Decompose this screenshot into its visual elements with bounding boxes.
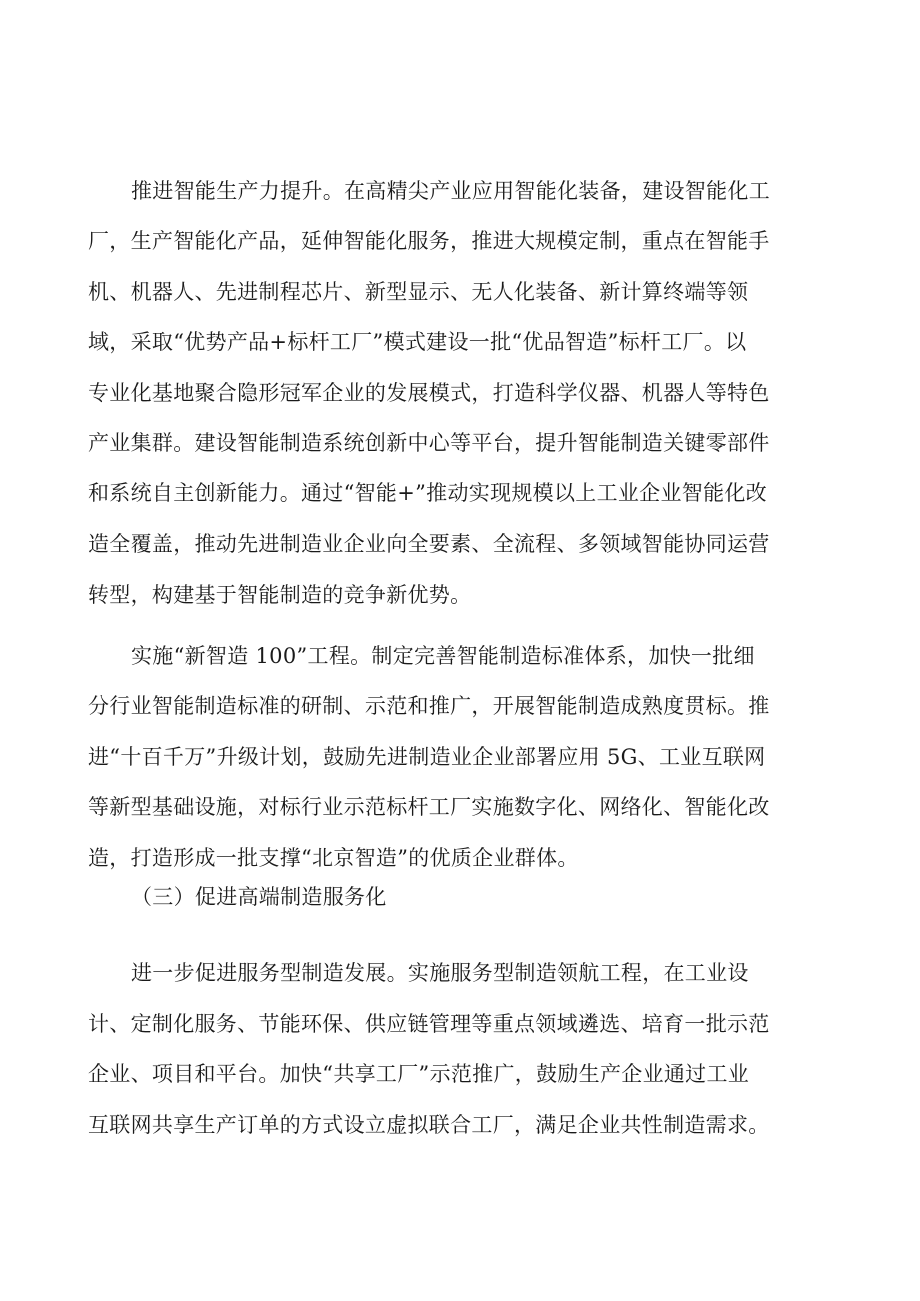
paragraph-line: 实施“新智造 100”工程。制定完善智能制造标准体系，加快一批细 [131, 644, 755, 668]
paragraph-line: 专业化基地聚合隐形冠军企业的发展模式，打造科学仪器、机器人等特色 [88, 381, 770, 405]
paragraph-line: 推进智能生产力提升。在高精尖产业应用智能化装备，建设智能化工 [131, 179, 770, 203]
paragraph-line: 互联网共享生产订单的方式设立虚拟联合工厂，满足企业共性制造需求。 [88, 1113, 770, 1137]
paragraph-line: 产业集群。建设智能制造系统创新中心等平台，提升智能制造关键零部件 [88, 431, 770, 455]
paragraph-line: 计、定制化服务、节能环保、供应链管理等重点领域遴选、培育一批示范 [88, 1012, 770, 1036]
paragraph-line: 等新型基础设施，对标行业示范标杆工厂实施数字化、网络化、智能化改 [88, 795, 770, 819]
paragraph-line: 进一步促进服务型制造发展。实施服务型制造领航工程，在工业设 [131, 961, 749, 985]
paragraph-line: 转型，构建基于智能制造的竞争新优势。 [88, 583, 472, 607]
paragraph-line: 进“十百千万”升级计划，鼓励先进制造业企业部署应用 5G、工业互联网 [88, 745, 766, 769]
section-heading: （三）促进高端制造服务化 [131, 885, 387, 909]
paragraph-line: 和系统自主创新能力。通过“智能+”推动实现规模以上工业企业智能化改 [88, 481, 767, 505]
paragraph-line: 造全覆盖，推动先进制造业企业向全要素、全流程、多领域智能协同运营 [88, 532, 770, 556]
paragraph-line: 造，打造形成一批支撑“北京智造”的优质企业群体。 [88, 846, 579, 870]
paragraph-line: 企业、项目和平台。加快“共享工厂”示范推广，鼓励生产企业通过工业 [88, 1062, 750, 1086]
paragraph-line: 机、机器人、先进制程芯片、新型显示、无人化装备、新计算终端等领 [88, 280, 749, 304]
paragraph-line: 厂，生产智能化产品，延伸智能化服务，推进大规模定制，重点在智能手 [88, 229, 770, 253]
paragraph-line: 分行业智能制造标准的研制、示范和推广，开展智能制造成熟度贯标。推 [88, 694, 770, 718]
paragraph-line: 域，采取“优势产品+标杆工厂”模式建设一批“优品智造”标杆工厂。以 [88, 330, 747, 354]
